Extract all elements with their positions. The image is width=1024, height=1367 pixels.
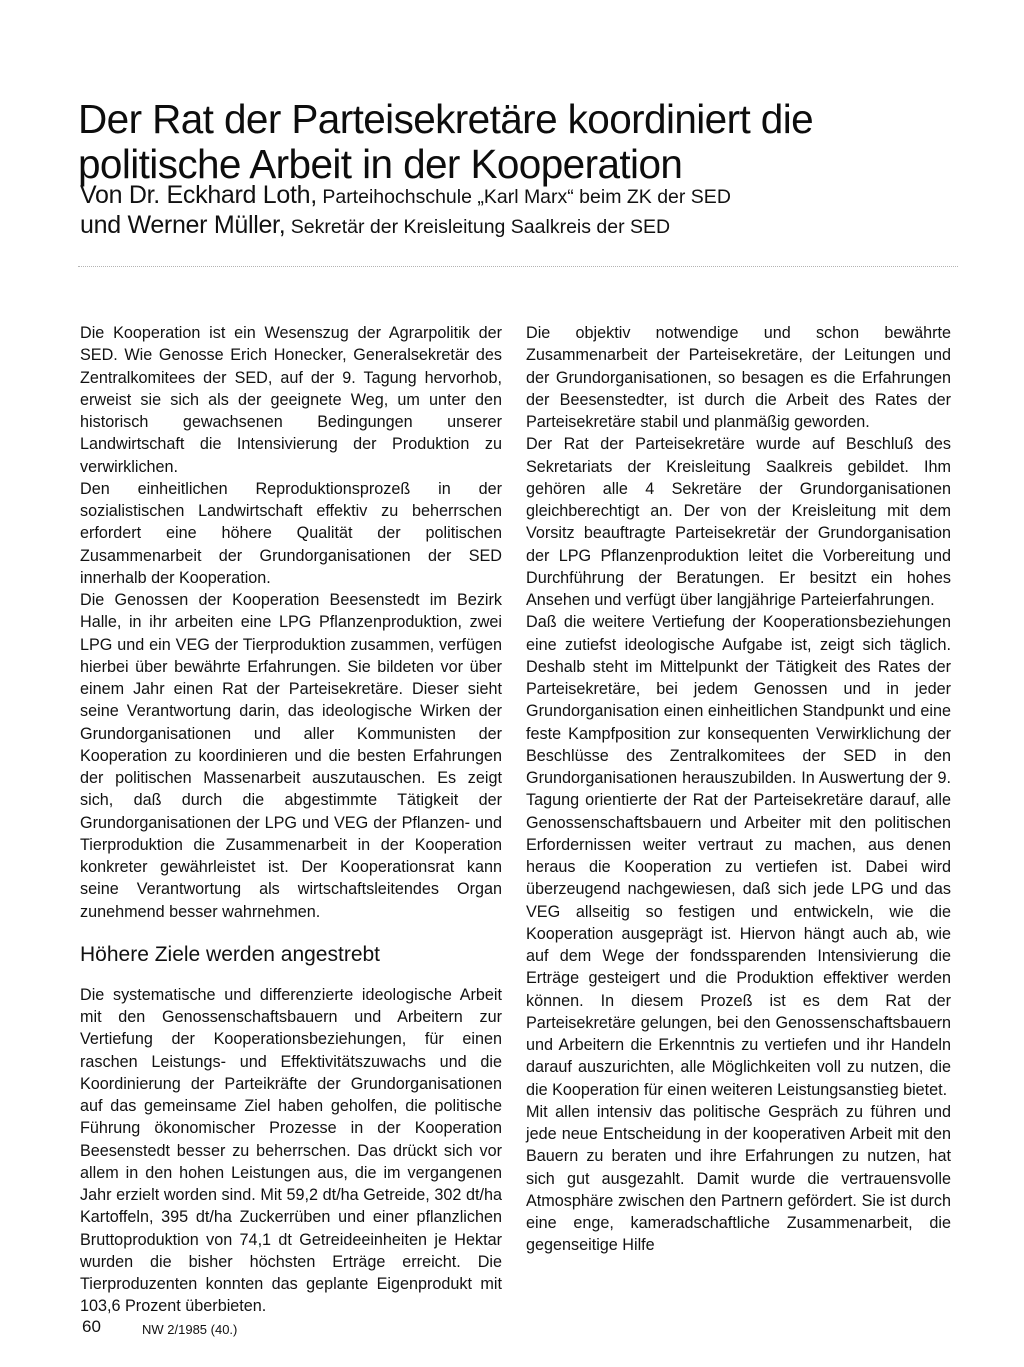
body-paragraph: Daß die weitere Vertiefung der Kooperationsbeziehungen eine zutiefst ideologische Aufgabe ist, zeigt sich täglich. Deshalb steht im Mittelpunkt der Tätigkeit des Rates der Parteisekretäre, bei jedem Genossen und in jeder Grundorganisation einen einheitlichen Standpunkt und eine feste Kampfposition zur konsequenten Verwirklichung der Beschlüsse des Zentralkomitees der SED in den Grundorganisationen herauszubilden. In Auswertung der 9. Tagung orientierte der Rat der Parteisekretäre darauf, alle Genossenschaftsbauern und Arbeiter mit den politischen Erfordernissen weiter vertraut zu machen, aus denen heraus die Kooperation zu vertiefen ist. Dabei wird überzeugend nachgewiesen, daß sich jede LPG und das VEG allseitig so festigen und entwickeln, wie die Kooperation ausgeprägt ist. Hiervon hängt auch ab, wie auf dem Wege der fondssparenden Intensivierung die Erträge gesteigert und die Produktion effektiver werden können. In diesem Prozeß ist es dem Rat der Parteisekretäre gelungen, bei den Genossenschaftsbauern und Arbeitern die Erkenntnis zu vertiefen und ihr Handeln darauf auszurichten, alle Möglichkeiten voll zu nutzen, die die Kooperation für einen weiteren Leistungsanstieg bietet. [526, 613, 951, 1099]
issue-reference: NW 2/1985 (40.) [142, 1322, 238, 1337]
author-line-2 [80, 211, 980, 241]
body-paragraph: Den einheitlichen Reproduktionsprozeß in der sozialistischen Landwirtschaft effektiv zu beherrschen erfordert eine höhere Qualität der politischen Zusammenarbeit der Grundorganisationen der SED innerhalb der Kooperation. [80, 479, 502, 587]
right-column [526, 322, 951, 1257]
body-paragraph: Die objektiv notwendige und schon bewährte Zusammenarbeit der Parteisekretäre, der Leitungen und der Grundorganisationen, so besagen es die Erfahrungen der Beesenstedter, ist durch die Arbeit des Rates der Parteisekretäre stabil und planmäßig geworden. [526, 324, 951, 431]
author-2-role: Sekretär der Kreisleitung Saalkreis der SED [285, 216, 671, 238]
author-1-prefix: Von Dr. [80, 181, 167, 209]
left-column [80, 322, 502, 1318]
author-1-name: Eckhard Loth, [166, 181, 317, 209]
article-title: Der Rat der Parteisekretäre koordiniert die politische Arbeit in der Kooperation [78, 96, 814, 188]
author-2-prefix: und [80, 211, 128, 239]
body-paragraph: Mit allen intensiv das politische Gespräch zu führen und jede neue Entscheidung in der kooperativen Arbeit mit den Bauern zu beraten und ihre Erfahrungen zu nutzen, hat sich gut ausgezahlt. Damit wurde die vertrauensvolle Atmosphäre zwischen den Partnern gefördert. Sie ist durch eine enge, kameradschaftliche Zusammenarbeit, die gegenseitige Hilfe [526, 1102, 951, 1255]
body-paragraph: Die Kooperation ist ein Wesenszug der Agrarpolitik der SED. Wie Genosse Erich Honecker, Generalsekretär des Zentralkomitees der SED, auf der 9. Tagung hervorhob, erweist sie sich als der geeignete Weg, um unter den historisch gewachsenen Bedingungen unserer Landwirtschaft die Intensivierung der Produktion zu verwirklichen. [80, 324, 502, 476]
author-2-name: Werner Müller, [127, 211, 286, 239]
section-subheading: Höhere Ziele werden angestrebt [80, 942, 381, 966]
author-line-1 [80, 181, 980, 211]
body-paragraph: Der Rat der Parteisekretäre wurde auf Beschluß des Sekretariats der Kreisleitung Saalkreis gebildet. Ihm gehören alle 4 Sekretäre der Grundorganisationen gleichberechtigt an. Der von der Kreisleitung mit dem Vorsitz beauftragte Parteisekretär der Grundorganisation der LPG Pflanzenproduktion leitet die Vorbereitung und Durchführung der Beratungen. Er besitzt ein hohes Ansehen und verfügt über langjährige Parteierfahrungen. [526, 435, 951, 609]
page-number: 60 [82, 1317, 101, 1336]
body-paragraph: Die systematische und differenzierte ideologische Arbeit mit den Genossenschaftsbauern und Arbeitern zur Vertiefung der Kooperationsbeziehungen, für einen raschen Leistungs- und Effektivitätszuwachs und die Koordinierung der Parteikräfte der Grundorganisationen auf das gemeinsame Ziel haben geholfen, die politische Führung ökonomischer Prozesse in der Kooperation Beesenstedt besser zu beherrschen. Das drückt sich vor allem in den hohen Leistungen aus, die im vergangenen Jahr erzielt worden sind. Mit 59,2 dt/ha Getreide, 302 dt/ha Kartoffeln, 395 dt/ha Zuckerrüben und einer pflanzlichen Bruttoproduktion von 74,1 dt Getreideeinheiten je Hektar wurden die bisher höchsten Erträge erreicht. Die Tierproduzenten konnten das geplante Eigenprodukt mit 103,6 Prozent überbieten. [80, 985, 502, 1316]
body-paragraph: Die Genossen der Kooperation Beesenstedt im Bezirk Halle, in ihr arbeiten eine LPG Pflanzenproduktion, zwei LPG und ein VEG der Tierproduktion zusammen, verfügen hierbei über bewährte Erfahrungen. Sie bildeten vor über einem Jahr einen Rat der Parteisekretäre. Dieser sieht seine Verantwortung darin, das ideologische Wirken der Grundorganisationen und aller Kommunisten der Kooperation zu koordinieren und die besten Erfahrungen der politischen Massenarbeit auszutauschen. Es zeigt sich, daß durch die abgestimmte Tätigkeit der Grundorganisationen der LPG und VEG der Pflanzen- und Tierproduktion die Zusammenarbeit in der Kooperation konkreter gewährleistet ist. Der Kooperationsrat kann seine Verantwortung als wirtschaftsleitendes Organ zunehmend besser wahrnehmen. [80, 591, 502, 921]
author-byline [80, 181, 980, 241]
header-divider [78, 266, 958, 267]
author-1-role: Parteihochschule „Karl Marx“ beim ZK der SED [316, 186, 731, 208]
